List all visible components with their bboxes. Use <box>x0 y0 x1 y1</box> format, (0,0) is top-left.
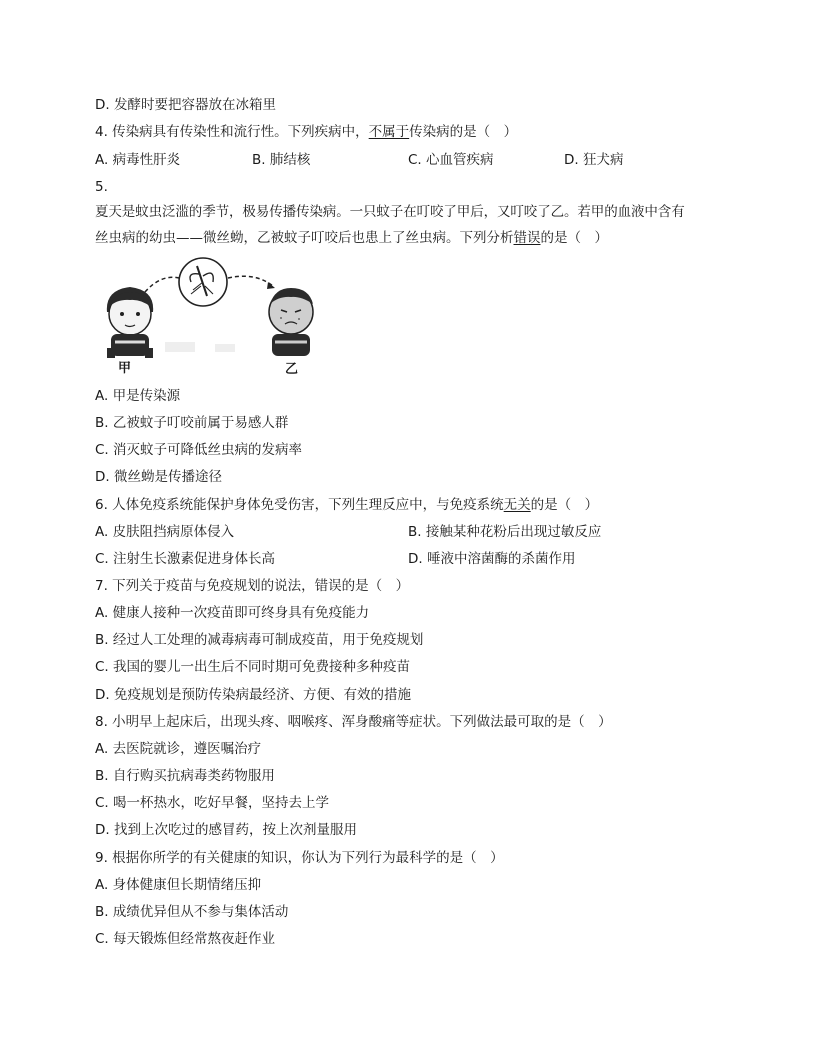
q4-stem <box>95 123 517 141</box>
q5-stem-line2-post: 的是（ ） <box>540 230 608 246</box>
q7-option-b: B. 经过人工处理的减毒病毒可制成疫苗，用于免疫规划 <box>95 632 424 648</box>
q5-stem-line2 <box>95 229 608 247</box>
q4-option-c: C. 心血管疾病 <box>408 152 494 168</box>
q7-option-c: C. 我国的婴儿一出生后不同时期可免费接种多种疫苗 <box>95 659 411 675</box>
q5-option-a: A. 甲是传染源 <box>95 388 181 404</box>
q6-stem-emph: 无关 <box>503 497 531 513</box>
q3-option-d: D. 发酵时要把容器放在冰箱里 <box>95 97 276 113</box>
mosquito-icon <box>179 258 227 306</box>
q5-option-d: D. 微丝蚴是传播途径 <box>95 469 222 485</box>
q6-stem-post: 的是（ ） <box>530 497 599 513</box>
q8-option-d: D. 找到上次吃过的感冒药，按上次剂量服用 <box>95 822 357 838</box>
person-a-illustration <box>107 287 153 358</box>
q9-option-b: B. 成绩优异但从不参与集体活动 <box>95 904 289 920</box>
mosquito-transmission-figure <box>95 252 330 382</box>
q4-stem-emph: 不属于 <box>368 124 410 140</box>
q9-option-c: C. 每天锻炼但经常熬夜赶作业 <box>95 931 276 947</box>
q8-option-c: C. 喝一杯热水，吃好早餐，坚持去上学 <box>95 795 330 811</box>
q4-option-d: D. 狂犬病 <box>564 152 624 168</box>
q8-option-a: A. 去医院就诊，遵医嘱治疗 <box>95 741 262 757</box>
q7-option-d: D. 免疫规划是预防传染病最经济、方便、有效的措施 <box>95 687 411 703</box>
q5-stem-line2-emph: 错误 <box>513 230 541 246</box>
q4-stem-post: 传染病的是（ ） <box>409 124 518 140</box>
q6-option-c: C. 注射生长激素促进身体长高 <box>95 551 276 567</box>
q6-stem <box>95 496 598 514</box>
q6-option-b: B. 接触某种花粉后出现过敏反应 <box>408 524 602 540</box>
q6-option-a: A. 皮肤阻挡病原体侵入 <box>95 524 235 540</box>
q9-option-a: A. 身体健康但长期情绪压抑 <box>95 877 262 893</box>
q7-stem: 7. 下列关于疫苗与免疫规划的说法，错误的是（ ） <box>95 578 410 594</box>
q5-stem-line2-pre: 丝虫病的幼虫——微丝蚴，乙被蚊子叮咬后也患上了丝虫病。下列分析 <box>95 230 514 246</box>
person-b-illustration <box>269 288 313 356</box>
q5-option-b: B. 乙被蚊子叮咬前属于易感人群 <box>95 415 289 431</box>
q6-stem-pre: 6. 人体免疫系统能保护身体免受伤害，下列生理反应中，与免疫系统 <box>95 497 504 513</box>
q9-stem: 9. 根据你所学的有关健康的知识，你认为下列行为最科学的是（ ） <box>95 850 504 866</box>
q4-option-a: A. 病毒性肝炎 <box>95 152 181 168</box>
q5-stem-line1: 夏天是蚊虫泛滥的季节，极易传播传染病。一只蚊子在叮咬了甲后，又叮咬了乙。若甲的血液中含有 <box>95 204 685 220</box>
q5-number: 5. <box>95 179 108 195</box>
q5-option-c: C. 消灭蚊子可降低丝虫病的发病率 <box>95 442 303 458</box>
q8-option-b: B. 自行购买抗病毒类药物服用 <box>95 768 275 784</box>
q8-stem: 8. 小明早上起床后，出现头疼、咽喉疼、浑身酸痛等症状。下列做法最可取的是（ ） <box>95 714 612 730</box>
q4-stem-pre: 4. 传染病具有传染性和流行性。下列疾病中， <box>95 124 369 140</box>
figure-label-b: 乙 <box>285 362 299 377</box>
q6-option-d: D. 唾液中溶菌酶的杀菌作用 <box>408 551 576 567</box>
figure-label-a: 甲 <box>118 361 132 376</box>
q7-option-a: A. 健康人接种一次疫苗即可终身具有免疫能力 <box>95 605 370 621</box>
q4-option-b: B. 肺结核 <box>252 152 311 168</box>
